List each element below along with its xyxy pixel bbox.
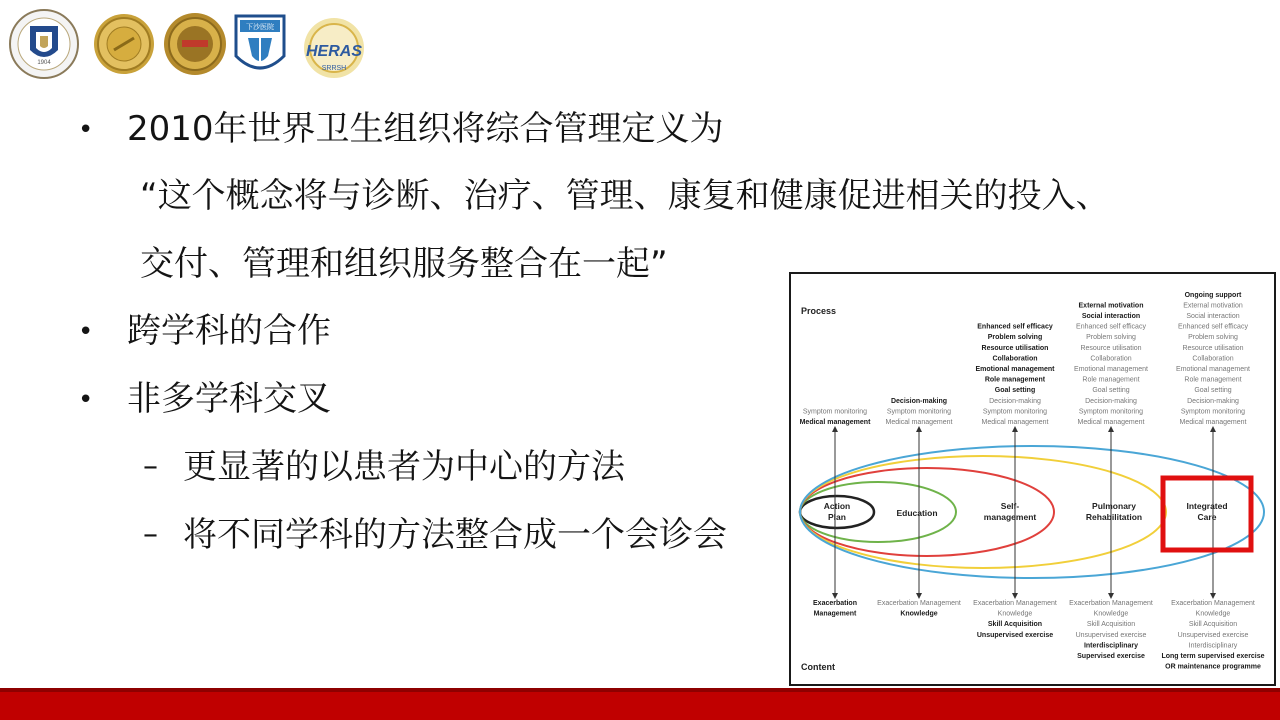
content-item: Exacerbation Management [1069, 600, 1153, 607]
process-item: Collaboration [1192, 355, 1234, 363]
diagram-canvas [791, 274, 1274, 684]
process-item: Enhanced self efficacy [1076, 323, 1146, 331]
process-item: External motivation [1078, 302, 1144, 310]
ellipse-label-action: Action [823, 501, 851, 511]
sub-bullet-consultation: 将不同学科的方法整合成一个会诊会 [183, 515, 727, 555]
content-item: Exacerbation [813, 600, 857, 607]
ellipse-label-pulmonary: Pulmonary [1092, 501, 1136, 511]
process-item: Medical management [1077, 419, 1145, 426]
sub-bullet-marker: – [143, 449, 158, 484]
process-item: Enhanced self efficacy [1178, 323, 1248, 331]
bullet-marker: • [78, 115, 94, 145]
ellipse-label-integrated-line2: Care [1197, 512, 1217, 522]
process-item: Resource utilisation [1080, 344, 1142, 352]
process-item: Social interaction [1186, 313, 1240, 320]
ellipse-label-pulmonary-line2: Rehabilitation [1085, 512, 1143, 522]
content-item: Unsupervised exercise [1075, 631, 1147, 639]
footer-bar [0, 688, 1280, 720]
content-item: Interdisciplinary [1188, 642, 1238, 650]
process-item: Social interaction [1081, 313, 1141, 320]
process-item: Enhanced self efficacy [977, 323, 1053, 331]
content-item: OR maintenance programme [1165, 663, 1261, 671]
content-item: Knowledge [1093, 610, 1129, 618]
process-item: Emotional management [1074, 366, 1148, 373]
content-item: Interdisciplinary [1083, 642, 1139, 650]
process-columns [800, 292, 1250, 426]
process-item: Resource utilisation [981, 344, 1049, 352]
process-item: Goal setting [994, 387, 1036, 395]
content-item: Unsupervised exercise [1177, 631, 1249, 639]
ellipse-label-education: Education [896, 508, 938, 518]
footer-bar-shade [0, 688, 1280, 692]
ellipse-label-action-line2: Plan [828, 512, 846, 522]
content-label: Content [801, 662, 835, 672]
process-item: Role management [1082, 376, 1140, 384]
process-item: Emotional management [975, 366, 1055, 373]
process-item: External motivation [1183, 302, 1243, 310]
quote-line-2: 交付、管理和组织服务整合在一起” [140, 244, 668, 284]
content-item: Exacerbation Management [877, 600, 961, 607]
process-item: Goal setting [1194, 387, 1232, 395]
quote-line-1: “这个概念将与诊断、治疗、管理、康复和健康促进相关的投入、 [140, 176, 1110, 216]
content-item: Supervised exercise [1077, 653, 1145, 660]
content-item: Skill Acquisition [987, 621, 1043, 629]
process-item: Symptom monitoring [886, 408, 952, 416]
content-columns [813, 600, 1265, 671]
content-item: Skill Acquisition [1086, 621, 1136, 629]
process-item: Role management [984, 376, 1046, 384]
process-item: Decision-making [1187, 397, 1239, 405]
process-item: Role management [1184, 376, 1242, 384]
content-item: Exacerbation Management [1171, 600, 1255, 607]
process-item: Decision-making [890, 397, 948, 405]
shield-name-text: 下沙医院 [246, 23, 274, 31]
process-item: Problem solving [1086, 334, 1136, 342]
ellipse-label-self: Self- [1000, 501, 1020, 511]
process-item: Decision-making [1085, 397, 1137, 405]
heras-text: HERAS [305, 43, 363, 60]
bullet-not-multidisciplinary: 非多学科交叉 [127, 379, 331, 419]
process-item: Medical management [799, 419, 871, 426]
process-item: Medical management [1179, 419, 1247, 426]
process-item: Resource utilisation [1182, 344, 1244, 352]
process-item: Goal setting [1092, 387, 1130, 395]
content-item: Knowledge [1195, 610, 1231, 618]
content-item: Exacerbation Management [973, 600, 1057, 607]
bullet-marker: • [78, 385, 94, 415]
process-item: Ongoing support [1184, 291, 1242, 299]
crest-year-text: 1904 [37, 60, 51, 66]
process-item: Medical management [885, 419, 953, 426]
content-item: Knowledge [997, 610, 1033, 618]
sub-bullet-patient-centered: 更显著的以患者为中心的方法 [183, 447, 625, 487]
process-item: Symptom monitoring [982, 408, 1048, 416]
process-item: Emotional management [1176, 366, 1250, 373]
content-item: Management [813, 610, 857, 618]
bullet-interdisciplinary: 跨学科的合作 [127, 311, 331, 351]
process-label: Process [801, 306, 837, 316]
process-item: Medical management [981, 419, 1049, 426]
ellipse-label-self-line2: management [983, 512, 1037, 522]
sub-bullet-marker: – [143, 517, 158, 552]
process-item: Collaboration [1090, 355, 1132, 363]
integrated-care-diagram [789, 272, 1276, 686]
bullet-who-definition: 2010年世界卫生组织将综合管理定义为 [127, 109, 724, 149]
content-item: Skill Acquisition [1188, 621, 1238, 629]
heras-sub-text: SRRSH [321, 65, 347, 72]
content-item: Knowledge [900, 610, 938, 618]
process-item: Collaboration [992, 355, 1038, 363]
content-item: Unsupervised exercise [976, 631, 1054, 639]
ellipse-label-integrated: Integrated [1186, 501, 1228, 511]
process-item: Symptom monitoring [1078, 408, 1144, 416]
process-item: Decision-making [989, 397, 1041, 405]
process-item: Symptom monitoring [802, 408, 868, 416]
content-item: Long term supervised exercise [1161, 653, 1265, 660]
process-item: Symptom monitoring [1180, 408, 1246, 416]
process-item: Problem solving [1188, 334, 1238, 342]
bullet-marker: • [78, 317, 94, 347]
process-item: Problem solving [987, 334, 1043, 342]
